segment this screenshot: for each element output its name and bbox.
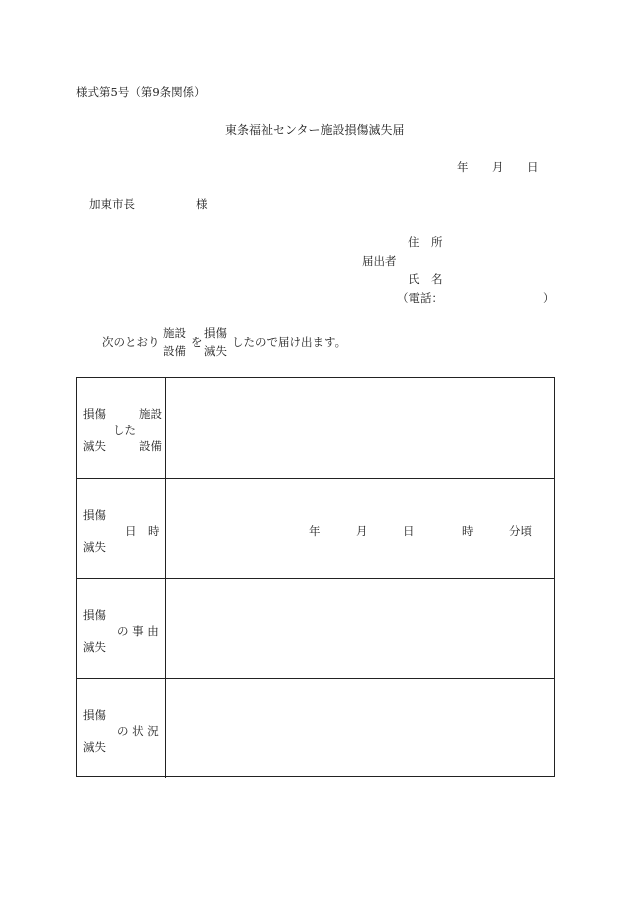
- facility-entry-field[interactable]: [166, 378, 554, 478]
- label-condition: の 状 況: [117, 724, 159, 738]
- statement-prefix: 次のとおり: [102, 335, 160, 349]
- statement-option-equipment: 設備: [163, 344, 186, 358]
- form-number: 様式第5号（第9条関係）: [76, 85, 206, 99]
- table-row-datetime: [77, 478, 554, 578]
- addressee-honorific: 様: [196, 197, 208, 211]
- label-loss: 滅失: [83, 439, 106, 453]
- label-did: した: [113, 423, 136, 437]
- date-day-label: 日: [527, 160, 539, 174]
- label-loss: 滅失: [83, 540, 106, 554]
- applicant-role-label: 届出者: [362, 254, 397, 268]
- table-row-reason: [77, 578, 554, 678]
- document-title: 東条福祉センター施設損傷滅失届: [225, 123, 405, 137]
- facility-row-label: [77, 378, 166, 478]
- condition-row-label: [77, 679, 166, 778]
- label-loss: 滅失: [83, 740, 106, 754]
- datetime-hour-label: 時: [462, 524, 474, 538]
- statement-option-loss: 滅失: [204, 344, 227, 358]
- datetime-year-label: 年: [309, 524, 321, 538]
- label-damage: 損傷: [83, 708, 106, 722]
- name-label: 氏 名: [408, 272, 443, 286]
- label-datetime: 日 時: [125, 524, 160, 538]
- report-form-table: [76, 377, 555, 777]
- statement-suffix: したので届け出ます。: [232, 335, 347, 349]
- reason-row-label: [77, 579, 166, 678]
- datetime-month-label: 月: [356, 524, 368, 538]
- label-equipment: 設備: [139, 439, 162, 453]
- address-label: 住 所: [408, 235, 443, 249]
- condition-entry-field[interactable]: [166, 679, 554, 778]
- date-month-label: 月: [492, 160, 504, 174]
- addressee-name: 加東市長: [89, 197, 135, 211]
- label-reason: の 事 由: [117, 624, 159, 638]
- date-year-label: 年: [457, 160, 469, 174]
- statement-option-damage: 損傷: [204, 326, 227, 340]
- datetime-minute-label: 分頃: [509, 524, 532, 538]
- label-damage: 損傷: [83, 407, 106, 421]
- datetime-entry-field[interactable]: [166, 479, 554, 578]
- phone-close-paren: ）: [543, 291, 555, 305]
- label-facility: 施設: [139, 407, 162, 421]
- label-loss: 滅失: [83, 640, 106, 654]
- table-row-facility: [77, 378, 554, 478]
- statement-option-facility: 施設: [163, 326, 186, 340]
- datetime-day-label: 日: [403, 524, 415, 538]
- phone-label: （電話：: [397, 291, 443, 305]
- label-damage: 損傷: [83, 508, 106, 522]
- reason-entry-field[interactable]: [166, 579, 554, 678]
- table-row-condition: [77, 678, 554, 778]
- datetime-row-label: [77, 479, 166, 578]
- label-damage: 損傷: [83, 608, 106, 622]
- statement-particle: を: [191, 335, 203, 349]
